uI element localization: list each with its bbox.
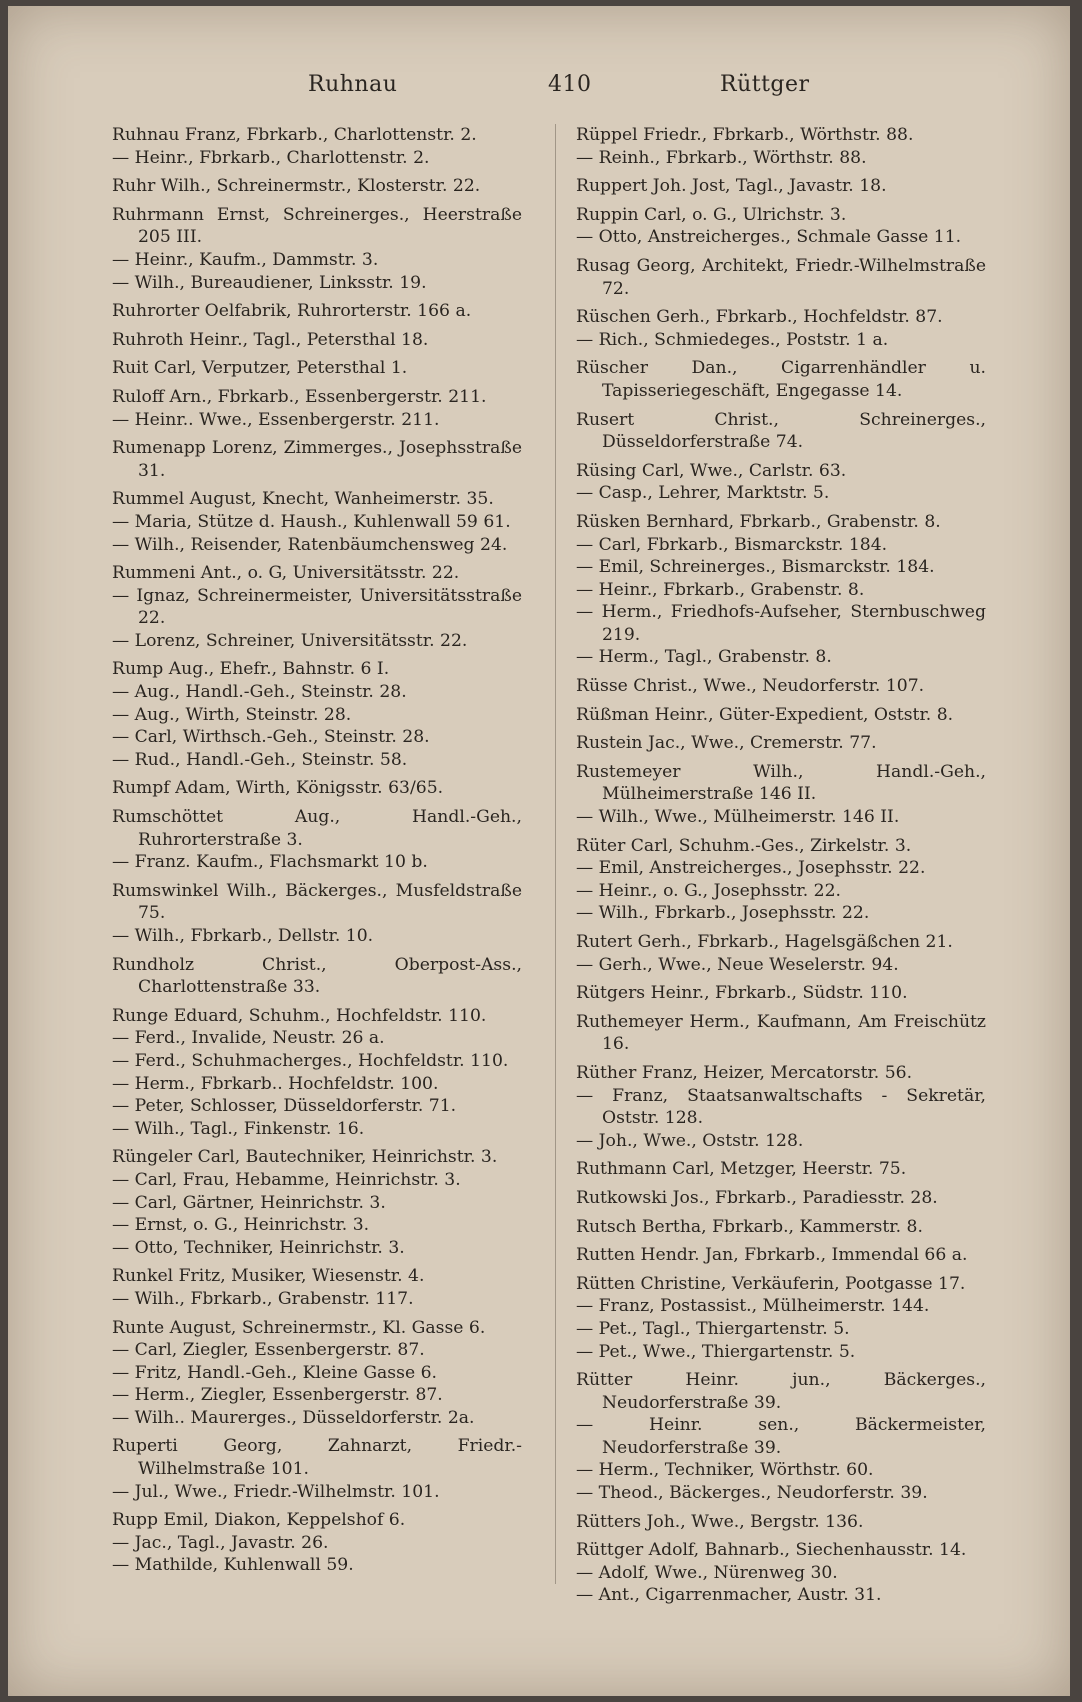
directory-entry: Ruhrmann Ernst, Schreinerges., Heerstraße 205 III.	[112, 204, 522, 248]
header-last-name: Rüttger	[720, 72, 810, 97]
directory-entry: — Wilh., Fbrkarb., Josephsstr. 22.	[576, 903, 870, 924]
directory-entry: — Heinr., Fbrkarb., Charlottenstr. 2.	[112, 147, 430, 168]
directory-entry: Rüsken Bernhard, Fbrkarb., Grabenstr. 8.	[576, 511, 941, 532]
directory-entry: Rupp Emil, Diakon, Keppelshof 6.	[112, 1510, 406, 1531]
directory-entry: — Herm., Friedhofs-Aufseher, Sternbuschweg 219.	[576, 602, 986, 645]
directory-entry: Ruppin Carl, o. G., Ulrichstr. 3.	[576, 204, 847, 225]
directory-entry: Ruthmann Carl, Metzger, Heerstr. 75.	[576, 1159, 907, 1180]
directory-entry: — Otto, Anstreicherges., Schmale Gasse 11.	[576, 227, 962, 248]
directory-entry: — Fritz, Handl.-Geh., Kleine Gasse 6.	[112, 1362, 437, 1383]
directory-entry: — Heinr., Fbrkarb., Grabenstr. 8.	[576, 579, 865, 600]
directory-entry: — Herm., Tagl., Grabenstr. 8.	[576, 647, 832, 668]
directory-entry: — Franz. Kaufm., Flachsmarkt 10 b.	[112, 852, 428, 873]
directory-entry: — Wilh., Fbrkarb., Dellstr. 10.	[112, 926, 374, 946]
directory-entry: — Herm., Ziegler, Essenbergerstr. 87.	[112, 1385, 443, 1406]
directory-entry: — Gerh., Wwe., Neue Weselerstr. 94.	[576, 954, 899, 975]
directory-entry: Ruthemeyer Herm., Kaufmann, Am Freischütz 16.	[576, 1011, 986, 1055]
directory-entry: — Aug., Handl.-Geh., Steinstr. 28.	[112, 682, 407, 703]
directory-entry: — Theod., Bäckerges., Neudorferstr. 39.	[576, 1483, 928, 1504]
directory-entry: — Wilh.. Maurerges., Düsseldorferstr. 2a.	[112, 1407, 475, 1428]
directory-entry: Rump Aug., Ehefr., Bahnstr. 6 I.	[112, 659, 390, 680]
directory-entry: Rüngeler Carl, Bautechniker, Heinrichstr. 3.	[112, 1147, 498, 1168]
directory-entry: — Casp., Lehrer, Marktstr. 5.	[576, 483, 830, 504]
directory-entry: — Carl, Wirthsch.-Geh., Steinstr. 28.	[112, 727, 430, 748]
directory-entry: Runkel Fritz, Musiker, Wiesenstr. 4.	[112, 1266, 425, 1287]
directory-entry: — Ignaz, Schreinermeister, Universitätsstraße 22.	[112, 585, 522, 629]
left-column	[112, 124, 522, 1577]
directory-entry: Rumpf Adam, Wirth, Königsstr. 63/65.	[112, 778, 444, 799]
directory-entry: Rüßman Heinr., Güter-Expedient, Oststr. 8.	[576, 704, 954, 725]
directory-entry: — Wilh., Bureaudiener, Linksstr. 19.	[112, 272, 427, 293]
directory-entry: Rusag Georg, Architekt, Friedr.-Wilhelmstraße 72.	[576, 255, 986, 299]
directory-entry: Ruhnau Franz, Fbrkarb., Charlottenstr. 2.	[112, 125, 477, 145]
directory-entry: Rüther Franz, Heizer, Mercatorstr. 56.	[576, 1062, 913, 1083]
directory-entry: — Ferd., Invalide, Neustr. 26 a.	[112, 1028, 385, 1049]
directory-entry: — Jac., Tagl., Javastr. 26.	[112, 1532, 329, 1553]
directory-entry: — Maria, Stütze d. Haush., Kuhlenwall 59 61.	[112, 511, 511, 532]
directory-entry: Runte August, Schreinermstr., Kl. Gasse 6.	[112, 1317, 486, 1338]
directory-entry: Rüsing Carl, Wwe., Carlstr. 63.	[576, 460, 847, 481]
directory-entry: Ruit Carl, Verputzer, Petersthal 1.	[112, 358, 408, 379]
directory-entry: Rumenapp Lorenz, Zimmerges., Josephsstraße 31.	[112, 438, 522, 481]
directory-entry: Rüttger Adolf, Bahnarb., Siechenhausstr. 14.	[576, 1540, 967, 1561]
directory-entry: Ruhrorter Oelfabrik, Ruhrorterstr. 166 a.	[112, 301, 472, 322]
directory-entry: — Pet., Wwe., Thiergartenstr. 5.	[576, 1341, 856, 1362]
directory-entry: — Franz, Staatsanwaltschafts - Sekretär, Oststr. 128.	[576, 1085, 986, 1129]
page-number: 410	[548, 72, 592, 97]
directory-entry: Rummeni Ant., o. G, Universitätsstr. 22.	[112, 563, 460, 584]
directory-entry: Rutten Hendr. Jan, Fbrkarb., Immendal 66 a.	[576, 1245, 968, 1266]
directory-entry: — Ferd., Schuhmacherges., Hochfeldstr. 110.	[112, 1050, 509, 1071]
directory-entry: Ruperti Georg, Zahnarzt, Friedr.-Wilhelmstraße 101.	[112, 1436, 522, 1480]
directory-entry: Rütgers Heinr., Fbrkarb., Südstr. 110.	[576, 983, 908, 1004]
directory-entry: — Wilh., Tagl., Finkenstr. 16.	[112, 1118, 365, 1139]
directory-entry: — Franz, Postassist., Mülheimerstr. 144.	[576, 1296, 930, 1317]
directory-entry: Ruhroth Heinr., Tagl., Petersthal 18.	[112, 329, 429, 350]
directory-entry: Rustein Jac., Wwe., Cremerstr. 77.	[576, 733, 877, 754]
directory-entry: — Lorenz, Schreiner, Universitätsstr. 22.	[112, 630, 468, 651]
directory-entry: — Carl, Gärtner, Heinrichstr. 3.	[112, 1192, 386, 1213]
right-column	[576, 124, 986, 1607]
directory-entry: Rüppel Friedr., Fbrkarb., Wörthstr. 88.	[576, 125, 914, 145]
directory-entry: — Ant., Cigarrenmacher, Austr. 31.	[576, 1585, 882, 1606]
directory-entry: Rüscher Dan., Cigarrenhändler u. Tapisseriegeschäft, Engegasse 14.	[576, 358, 986, 401]
directory-entry: — Rich., Schmiedeges., Poststr. 1 a.	[576, 329, 889, 350]
directory-entry: — Rud., Handl.-Geh., Steinstr. 58.	[112, 749, 408, 770]
directory-entry: — Wilh., Wwe., Mülheimerstr. 146 II.	[576, 807, 900, 828]
directory-entry: — Joh., Wwe., Oststr. 128.	[576, 1130, 804, 1151]
header-first-name: Ruhnau	[308, 72, 398, 97]
directory-entry: — Jul., Wwe., Friedr.-Wilhelmstr. 101.	[112, 1481, 440, 1502]
directory-entry: Rütter Heinr. jun., Bäckerges., Neudorferstraße 39.	[576, 1370, 986, 1413]
directory-entry: — Carl, Ziegler, Essenbergerstr. 87.	[112, 1340, 425, 1361]
directory-entry: Rütters Joh., Wwe., Bergstr. 136.	[576, 1511, 864, 1532]
directory-entry: Ruppert Joh. Jost, Tagl., Javastr. 18.	[576, 176, 887, 197]
directory-entry: — Mathilde, Kuhlenwall 59.	[112, 1555, 354, 1576]
directory-entry: Rüter Carl, Schuhm.-Ges., Zirkelstr. 3.	[576, 835, 912, 856]
directory-entry: Rundholz Christ., Oberpost-Ass., Charlottenstraße 33.	[112, 954, 522, 998]
directory-entry: — Adolf, Wwe., Nürenweg 30.	[576, 1562, 838, 1583]
directory-entry: — Peter, Schlosser, Düsseldorferstr. 71.	[112, 1096, 457, 1117]
directory-entry: Rumswinkel Wilh., Bäckerges., Musfeldstraße 75.	[112, 880, 522, 924]
directory-entry: Runge Eduard, Schuhm., Hochfeldstr. 110.	[112, 1005, 487, 1026]
page-header	[8, 72, 1070, 102]
directory-entry: — Wilh., Reisender, Ratenbäumchensweg 24.	[112, 534, 508, 555]
directory-entry: Ruloff Arn., Fbrkarb., Essenbergerstr. 211.	[112, 386, 487, 407]
directory-page	[8, 6, 1070, 1696]
directory-entry: Ruhr Wilh., Schreinermstr., Klosterstr. 22.	[112, 176, 481, 197]
column-divider	[555, 124, 556, 1584]
directory-entry: Rummel August, Knecht, Wanheimerstr. 35.	[112, 489, 494, 510]
directory-entry: — Otto, Techniker, Heinrichstr. 3.	[112, 1237, 405, 1258]
directory-entry: — Herm., Techniker, Wörthstr. 60.	[576, 1460, 874, 1481]
directory-entry: — Reinh., Fbrkarb., Wörthstr. 88.	[576, 147, 867, 168]
directory-entry: — Ernst, o. G., Heinrichstr. 3.	[112, 1215, 370, 1236]
directory-entry: Rustemeyer Wilh., Handl.-Geh., Mülheimerstraße 146 II.	[576, 761, 986, 805]
directory-entry: Rumschöttet Aug., Handl.-Geh., Ruhrorterstraße 3.	[112, 807, 522, 850]
directory-entry: — Emil, Schreinerges., Bismarckstr. 184.	[576, 557, 935, 578]
directory-entry: — Heinr.. Wwe., Essenbergerstr. 211.	[112, 409, 440, 430]
directory-entry: — Carl, Fbrkarb., Bismarckstr. 184.	[576, 534, 888, 555]
directory-entry: — Pet., Tagl., Thiergartenstr. 5.	[576, 1318, 850, 1339]
directory-entry: — Heinr., o. G., Josephsstr. 22.	[576, 880, 842, 901]
directory-entry: Rütten Christine, Verkäuferin, Pootgasse 17.	[576, 1273, 966, 1294]
directory-entry: — Aug., Wirth, Steinstr. 28.	[112, 704, 352, 725]
directory-entry: Rusert Christ., Schreinerges., Düsseldorferstraße 74.	[576, 409, 986, 453]
directory-entry: Rüschen Gerh., Fbrkarb., Hochfeldstr. 87.	[576, 307, 943, 328]
directory-entry: — Carl, Frau, Hebamme, Heinrichstr. 3.	[112, 1169, 461, 1190]
directory-entry: Rüsse Christ., Wwe., Neudorferstr. 107.	[576, 676, 925, 697]
directory-entry: — Wilh., Fbrkarb., Grabenstr. 117.	[112, 1288, 414, 1309]
directory-entry: Rutkowski Jos., Fbrkarb., Paradiesstr. 28.	[576, 1187, 938, 1208]
directory-entry: — Herm., Fbrkarb.. Hochfeldstr. 100.	[112, 1073, 439, 1094]
directory-entry: — Heinr., Kaufm., Dammstr. 3.	[112, 249, 379, 270]
directory-entry: — Heinr. sen., Bäckermeister, Neudorferstraße 39.	[576, 1415, 986, 1458]
directory-entry: Rutsch Bertha, Fbrkarb., Kammerstr. 8.	[576, 1216, 923, 1237]
directory-entry: — Emil, Anstreicherges., Josephsstr. 22.	[576, 858, 926, 879]
directory-entry: Rutert Gerh., Fbrkarb., Hagelsgäßchen 21.	[576, 932, 953, 952]
